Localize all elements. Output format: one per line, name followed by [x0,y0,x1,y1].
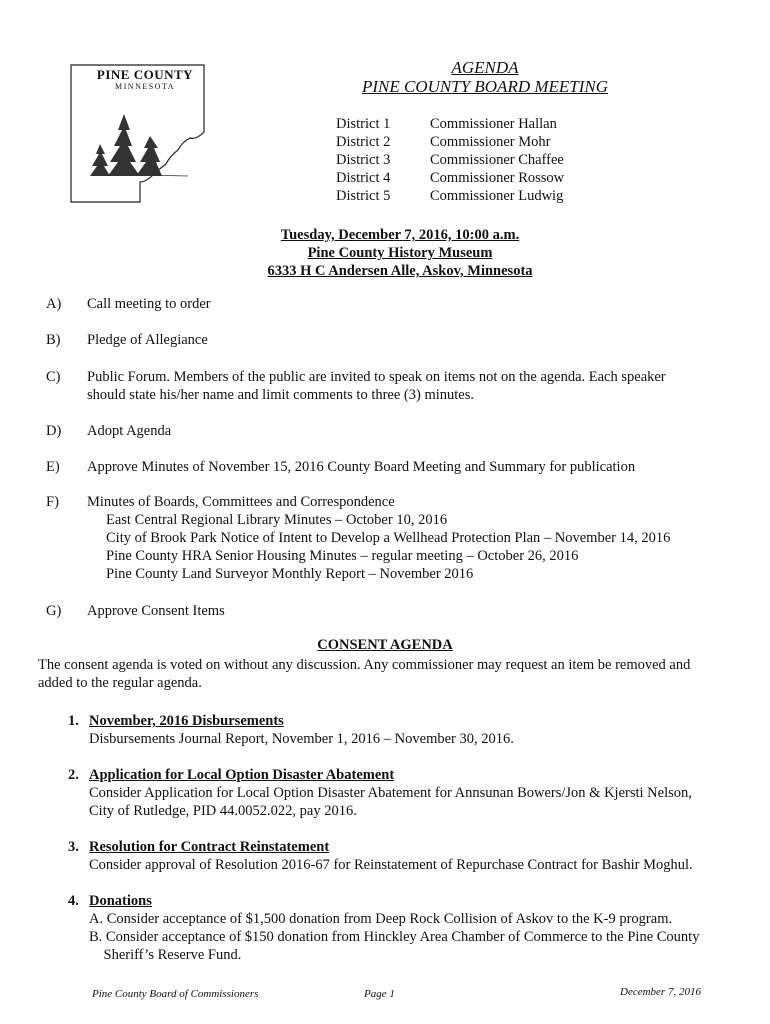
commissioner-name: Commissioner Ludwig [430,188,564,204]
item-letter: D) [46,423,62,439]
consent-line: Disbursements Journal Report, November 1, 2016 – November 30, 2016. [89,731,514,747]
consent-line: City of Rutledge, PID 44.0052.022, pay 2016. [89,803,357,819]
district-label: District 2 [336,134,391,150]
footer-date: December 7, 2016 [620,986,701,998]
item-consent-items: Approve Consent Items [87,603,225,619]
consent-title-reinstatement: Resolution for Contract Reinstatement [89,839,330,855]
consent-title-donations: Donations [89,893,152,909]
consent-line: Sheriff’s Reserve Fund. [89,947,242,963]
commissioner-name: Commissioner Mohr [430,134,551,150]
footer-page-number: Page 1 [364,988,395,1000]
item-public-forum-cont: should state his/her name and limit comments to three (3) minutes. [87,387,474,403]
item-letter: C) [46,369,61,385]
district-label: District 3 [336,152,391,168]
consent-line: Consider approval of Resolution 2016-67 for Reinstatement of Repurchase Contract for Bashir Moghul. [89,857,693,873]
commissioner-name: Commissioner Hallan [430,116,557,132]
meeting-venue: Pine County History Museum [307,245,493,261]
consent-line: B. Consider acceptance of $150 donation from Hinckley Area Chamber of Commerce to the Pine County [89,929,700,945]
item-approve-minutes: Approve Minutes of November 15, 2016 County Board Meeting and Summary for publication [87,459,636,475]
sub-item: Pine County Land Surveyor Monthly Report – November 2016 [106,566,474,582]
commissioner-name: Commissioner Chaffee [430,152,564,168]
commissioner-name: Commissioner Rossow [430,170,565,186]
item-call-to-order: Call meeting to order [87,296,211,312]
consent-intro-cont: added to the regular agenda. [38,675,202,691]
consent-number: 3. [68,839,79,855]
item-minutes-boards: Minutes of Boards, Committees and Correspondence [87,494,395,510]
sub-item: Pine County HRA Senior Housing Minutes – regular meeting – October 26, 2016 [106,548,579,564]
meeting-address: 6333 H C Andersen Alle, Askov, Minnesota [267,263,533,279]
consent-intro: The consent agenda is voted on without any discussion. Any commissioner may request an item be removed and [38,657,691,673]
consent-heading: CONSENT AGENDA [317,637,453,653]
consent-title-abatement: Application for Local Option Disaster Abatement [89,767,395,783]
district-label: District 5 [336,188,391,204]
item-letter: G) [46,603,62,619]
consent-number: 4. [68,893,79,909]
consent-number: 1. [68,713,79,729]
logo-state-name: MINNESOTA [115,82,175,91]
meeting-title: PINE COUNTY BOARD MEETING [361,77,609,96]
item-public-forum: Public Forum. Members of the public are invited to speak on items not on the agenda. Each speaker [87,369,666,385]
item-pledge: Pledge of Allegiance [87,332,208,348]
item-letter: F) [46,494,59,510]
consent-line: A. Consider acceptance of $1,500 donation from Deep Rock Collision of Askov to the K-9 program. [89,911,673,927]
consent-number: 2. [68,767,79,783]
item-letter: B) [46,332,61,348]
district-label: District 1 [336,116,391,132]
sub-item: City of Brook Park Notice of Intent to Develop a Wellhead Protection Plan – November 14, 2016 [106,530,671,546]
meeting-date: Tuesday, December 7, 2016, 10:00 a.m. [280,227,520,243]
consent-title-disbursements: November, 2016 Disbursements [89,713,284,729]
consent-line: Consider Application for Local Option Disaster Abatement for Annsunan Bowers/Jon & Kjersti Nelson, [89,785,692,801]
item-letter: A) [46,296,62,312]
agenda-title: AGENDA [451,58,519,77]
footer-org: Pine County Board of Commissioners [92,988,259,1000]
district-label: District 4 [336,170,391,186]
item-letter: E) [46,459,60,475]
logo-label [86,68,204,92]
item-adopt-agenda: Adopt Agenda [87,423,172,439]
sub-item: East Central Regional Library Minutes – October 10, 2016 [106,512,448,528]
logo-county-name: PINE COUNTY [96,67,194,82]
